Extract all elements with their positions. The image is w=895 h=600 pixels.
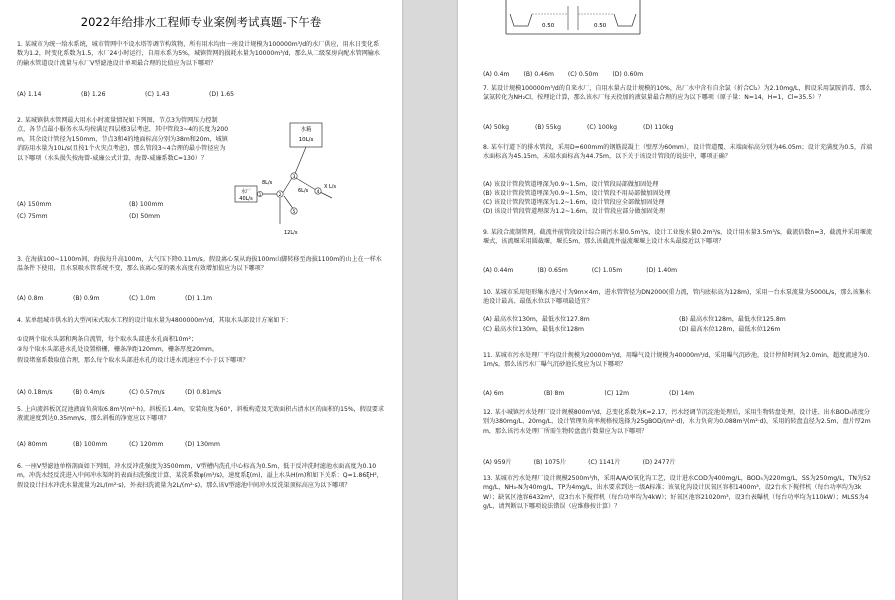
node-1-label: 1: [258, 192, 262, 197]
question-1-option-b: (B) 1.26: [81, 91, 106, 98]
question-9-option-b: (B) 0.65m: [537, 267, 568, 274]
node-5-label: 5: [292, 210, 296, 215]
question-2-options: [17, 200, 241, 221]
segment-flow-right: X L/s: [324, 184, 337, 190]
question-12-option-b: (B) 1075片: [533, 459, 567, 466]
question-4-line-4: 假设堵塞系数取值合理，那么每个取水头部进水孔的设计进水流速应不小于以下哪项？: [17, 357, 249, 364]
question-1-option-a: (A) 1.14: [17, 91, 42, 98]
question-11-option-a: (A) 6m: [483, 390, 504, 397]
question-3-options: [17, 294, 241, 303]
question-5-option-a: (A) 80mm: [17, 441, 48, 448]
document-page-right: [458, 0, 895, 600]
question-7-option-b: (B) 55kg: [535, 124, 562, 131]
pipe-network-diagram: [232, 118, 352, 238]
question-1-option-c: (C) 1.43: [145, 91, 170, 98]
node-4-label: 4: [316, 190, 320, 195]
filter-label-left: 0.50: [542, 23, 555, 29]
question-5-option-d: (D) 130mm: [185, 441, 220, 448]
question-11-options: [483, 389, 694, 398]
question-8-option-b: (B) 该设计管段管道埋深为0.9~1.5m，设计管段不用局部做加固处理: [483, 190, 671, 197]
question-7-option-a: (A) 50kg: [483, 124, 510, 131]
question-10-options: [483, 315, 883, 334]
question-3-option-c: (C) 1.0m: [129, 295, 156, 302]
question-2-option-d: (D) 50mm: [129, 213, 161, 220]
question-4-option-d: (D) 0.81m/s: [185, 389, 222, 396]
question-1-options: [17, 90, 273, 99]
question-6-options: [483, 70, 643, 79]
question-5-text: 5. 上向流斜板沉淀池液面负荷取6.8m³/(m²·h)，斜板长1.4m，安装角度为60°，斜板构造及无效面积占清水区的面积的15%，假设要求液流速度到达0.35mm/s，那么斜板的净宽应以下哪项？: [17, 406, 385, 423]
question-5-options: [17, 440, 241, 449]
question-1-option-d: (D) 1.65: [209, 91, 234, 98]
filter-label-right: 0.50: [594, 23, 607, 29]
question-7-option-c: (C) 100kg: [587, 124, 618, 131]
question-8-text: 8. 某车行道下的排水管段，采用D=600mm的钢筋混凝土（壁厚为60mm），设计管道覆、末端面标高分别为46.05m；设计充满度为0.5，首端水面标高为45.15m，末端水面标高为44.75m，以下关于该设计管段的说法中，哪项正确？: [483, 144, 873, 161]
question-12-option-c: (C) 1141片: [588, 459, 621, 466]
question-2-text: 2. 某城镇供水管网最大用水小时流量情况如下列图，节点3为管网压力控制点，各节点最小服务水头均按满足四层楼3层考虑，其中管段3~4的长度为200m，其余设计管径为150mm，节点3和4的地面标高分别为38m和20m，城镇消防用水量为10L/s(且按1个火灾点考虑)，那么管段3~4合理的最小管径应为以下哪项（水头损失按海曾-威廉公式计算，海曾-威廉系数C=130）？: [17, 117, 229, 162]
document-page-left: [0, 0, 402, 600]
question-10-option-d: (D) 最高水位128m，最低水位126m: [679, 326, 781, 333]
question-2-option-a: (A) 150mm: [17, 201, 52, 208]
question-6-text: 6. 一座V型滤池单格剖面如下列图，冲水反冲洗强度为3500mm，V型槽内洗孔中心标高为0.5m，低于反冲洗时滤池水面高度为0.10m，冲洗水经反洗进入中间冲水渠时的表面扫洗强度计算，某洗系数φ(m³/s)，速度系ξ(m)，溢上水头H(m)和如下关系：Q=1.86ξH²，假设设计扫水冲洗水量流量为2L/(m²·s)，外表扫洗流量为2L/(m²·s)，那么该V型滤池中间冲水反洗渠顶标高应为以下哪项？: [17, 463, 383, 489]
question-12-option-d: (D) 2477片: [642, 459, 676, 466]
question-5-option-b: (B) 100mm: [73, 441, 108, 448]
segment-flow-top: 8L/s: [262, 180, 273, 186]
question-10-option-c: (C) 最高水位130m，最低水位128m: [483, 326, 584, 333]
question-11-option-b: (B) 8m: [543, 390, 565, 397]
question-13-text: 13. 某城市污水处理厂设计规模2500m³/h，采用A/A/O氧化沟工艺，设计进水COD为400mg/L，BOD₅为220mg/L，SS为250mg/L，TN为52mg/L，NH₃-N为40mg/L，TP为4mg/L，出水要求到达一级A标准；该氧化沟设计厌氧区容积1400m³，设2台水下搅拌机（每台功率均为3kW）；缺氧区池容6432m³，设3台水下搅拌机（每台功率均为4kW）；好氧区池容21020m³，设3台表曝机（每台功率均为110kW）；MLSS为4g/L，请判断以下哪项说法错误（应维修按计算）？: [483, 475, 871, 511]
question-9-options: [483, 266, 677, 275]
question-8-option-c: (C) 该设计管段管道埋深为1.2~1.6m，设计管段应全部做加固处理: [483, 199, 665, 206]
question-9-option-a: (A) 0.44m: [483, 267, 514, 274]
question-11-option-d: (D) 14m: [669, 390, 695, 397]
question-7-options: [483, 123, 673, 132]
question-4-text: 4. 某单组城市供水的大型河床式取水工程的设计取水量为4800000m³/d，其取水头部设计方案如下：: [17, 317, 292, 324]
question-10-option-a: (A) 最高水位130m，最低水位127.8m: [483, 316, 590, 323]
node-2-label: 2: [278, 193, 282, 198]
question-12-text: 12. 某小城镇污水处理厂设计规模800m³/d，总变化系数为K=2.17，污水经调节沉淀池处理后，采用生物转盘处理，设计进、出水BOD₅浓度分别为380mg/L、20mg/L，设计管理负荷率规格按选择为25gBOD/(m²·d)，水力负荷为0.088m³/(m²·d)，采用的转盘直径为2.5m，盘片厚2mm，那么该污水处理厂所需生物转盘盘片数量应为以下哪项？: [483, 409, 871, 435]
water-tank-label: 水箱: [300, 127, 312, 133]
question-5-option-c: (C) 120mm: [129, 441, 164, 448]
question-4-options: [17, 388, 241, 397]
question-8-options: [483, 180, 671, 216]
question-4-option-c: (C) 0.57m/s: [129, 389, 165, 396]
water-tank-flow: 10L/s: [298, 137, 314, 143]
question-4-line-2: ①设两个取水头部和两条自流管，每个取水头部进水孔面积10m²；: [17, 336, 198, 343]
question-11-text: 11. 某城市污水处理厂平均设计规模为20000m³/d，用曝气设计规模为40000m³/d，采用曝气沉砂池，设计停留时间为2.0min，超度流速为0.1m/s，那么该污水厂曝气沉砂池长度应为以下哪项？: [483, 352, 870, 369]
question-3-option-b: (B) 0.9m: [73, 295, 100, 302]
question-6-option-d: (D) 0.60m: [612, 71, 644, 78]
document-title: 2022年给排水工程师专业案例考试真题-下午卷: [80, 15, 322, 29]
question-12-options: [483, 458, 676, 467]
question-4-option-a: (A) 0.18m/s: [17, 389, 53, 396]
question-9-text: 9. 某段合流制管网，截流井前管段设计综合雨污水量0.5m³/s，设计工业废水量0.2m³/s，设计用水量3.5m³/s，截流倍数n=3，截流井采用堰流堰式，该流堰采用圆截堰，堰长5m，那么该截流井溢流堰堰上设计水头最接近以下哪项？: [483, 229, 873, 246]
question-3-option-d: (D) 1.1m: [185, 295, 213, 302]
question-4-option-b: (B) 0.4m/s: [73, 389, 105, 396]
question-6-option-a: (A) 0.4m: [483, 71, 510, 78]
question-3-text: 3. 在海拔100~1100m间，海拔每升高100m，大气压下降0.11m/s。假设离心泵从海拔100m山脚转移至海拔1100m的山上在一样水温条件下使用，且水泵吸水管系统不变，那么该离心泵的吸水高度有效增加值应为以下哪项？: [17, 256, 382, 273]
question-1-text: 1. 某城市为统一给水系统，城市管网中不设水塔等调节构筑物，所有用水均由一座设计规模为100000m³/d的水厂供应，用水日变化系数为1.2，时变化系数为1.5，水厂24小时运行，自用水系为5%，城镇管网的损耗水量为10000m³/d，那么从二级泵房向配水管网输水的输水管道设计流量与水厂V型滤池设计单项最合理的比值应为以下哪项？: [17, 41, 380, 67]
segment-flow-bottom: 12L/s: [284, 230, 298, 236]
question-4-line-3: ②每个取水头部进水孔处设置格栅，栅条净距120mm，栅条厚度20mm。: [17, 346, 218, 353]
question-9-option-d: (D) 1.40m: [646, 267, 678, 274]
v-filter-section-diagram: [498, 0, 648, 40]
question-9-option-c: (C) 1.05m: [591, 267, 623, 274]
question-6-option-b: (B) 0.46m: [523, 71, 554, 78]
question-8-option-d: (D) 该设计管段管道埋深为1.2~1.6m，设计管段应部分做加固处理: [483, 208, 665, 215]
question-7-text: 7. 某设计规模100000m³/d的自来水厂，自用水量占设计规模的10%，出厂水中含有自余氯（折合Cl₂）为2.10mg/L，假设采用氯胺消毒，那么氯氨转化为NH₂Cl，按理论计算，那么该水厂每天投加的液氨量最合理的应为以下哪项（原子量：N=14，H=1，Cl=35.5）？: [483, 85, 872, 102]
question-10-option-b: (B) 最高水位128m，最低水位125.8m: [679, 316, 786, 323]
segment-flow-mid: 6L/s: [298, 188, 309, 194]
water-plant-label: 水厂: [240, 189, 252, 195]
question-7-option-d: (D) 110kg: [643, 124, 674, 131]
question-3-option-a: (A) 0.8m: [17, 295, 44, 302]
question-11-option-c: (C) 12m: [604, 390, 630, 397]
question-6-option-c: (C) 0.50m: [567, 71, 599, 78]
question-2-option-b: (B) 100mm: [129, 201, 164, 208]
question-8-option-a: (A) 该设计管段管道埋深为0.9~1.5m，设计管段局部做加固处理: [483, 181, 659, 188]
water-plant-flow: 40L/s: [239, 196, 253, 202]
question-10-text: 10. 某城市采用矩形集水池尺寸为9m×4m，进水管管径为DN2000(重力流，管内底标高为128m)，采用一台水泵流量为5000L/s，那么该集水池设计最高、最低水位以下哪项最适宜？: [483, 289, 871, 306]
question-12-option-a: (A) 959片: [483, 459, 512, 466]
node-3-label: 3: [292, 175, 296, 180]
question-2-option-c: (C) 75mm: [17, 213, 48, 220]
